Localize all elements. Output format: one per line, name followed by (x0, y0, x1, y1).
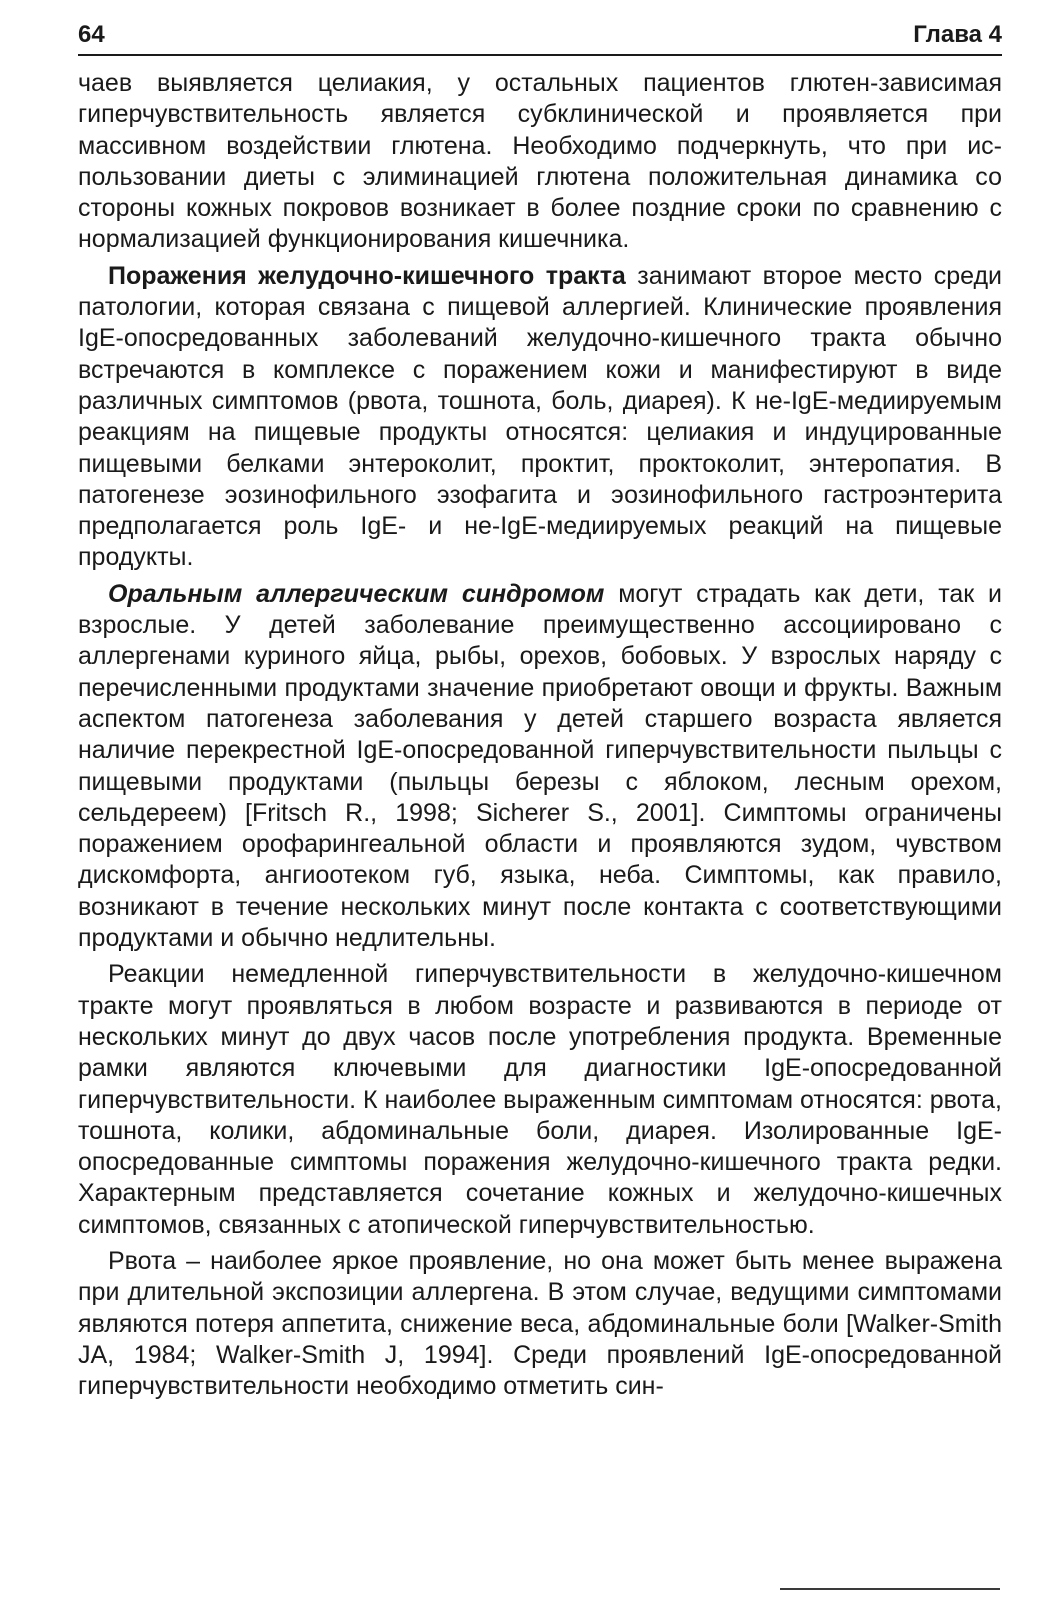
paragraph-gi-lesions (78, 261, 1002, 574)
paragraph-text: Реакции немедленной гиперчувствительности в желудочно-кишечном тракте могут проявляться в любом возрасте и развиваются в периоде от нескольких минут до двух часов после употребления продукта. Временные рамки являются ключевыми для диагностики IgE-опосредованной гиперчувствительности. К наиболее выраженным симптомам относятся: рвота, тошнота, колики, абдоминальные боли, диарея. Изолированные IgE-опосредованные симптомы поражения желудочно-кишечного тракта редки. Характерным представляется сочетание кожных и желудочно-кишечных симптомов, связанных с атопической гиперчувствительностью. (78, 960, 1002, 1239)
paragraph-text: могут страдать как дети, так и взрослые. У детей заболевание преимущественно ассоциировано с аллергенами куриного яйца, рыбы, орехов, бобовых. У взрослых наряду с перечисленными продуктами значение приобретают овощи и фрукты. Важным аспектом патогенеза заболевания у детей старшего возраста является наличие перекрестной IgE-опосредованной гиперчувствительности пыльцы с пищевыми продуктами (пыльцы березы с яблоком, лесным орехом, сельдереем) [Fritsch R., 1998; Sicherer S., 2001]. Симптомы ограничены поражением орофарингеальной области и проявляются зудом, чувством дискомфорта, ангиоотеком губ, языка, неба. Симптомы, как правило, возникают в течение нескольких минут после контакта с соответствующими продуктами и обычно недлительны. (78, 579, 1002, 953)
paragraph-lead-term: Оральным аллергическим синдромом (108, 579, 605, 608)
paragraph-vomiting (78, 1246, 1002, 1402)
paragraph-lead-term: Поражения желудочно-кишечного тракта (108, 261, 626, 290)
paragraph-immediate-reactions (78, 959, 1002, 1241)
body-text (78, 68, 1002, 1402)
chapter-title: Глава 4 (913, 21, 1002, 48)
paragraph-celiac-continuation (78, 68, 1002, 256)
paragraph-text: Рвота – наиболее яркое проявление, но она может быть менее выражена при длительной экспозиции аллергена. В этом случае, ведущими симптомами являются потеря аппетита, снижение веса, абдоминальные боли [Walker-Smith JA, 1984; Walker-Smith J, 1994]. Среди проявлений IgE-опосредованной гиперчувствительности необходимо отметить син- (78, 1246, 1002, 1401)
paragraph-oral-allergy-syndrome (78, 579, 1002, 955)
running-head (78, 18, 1002, 56)
page-number: 64 (78, 21, 105, 48)
page-bottom-rule (780, 1588, 1000, 1590)
paragraph-text: занимают второе место среди патологии, которая связана с пищевой аллергией. Клинические проявления IgE-опосредованных заболеваний желудочно-кишечного тракта обычно встречаются в комплексе с поражением кожи и манифестируют в виде различных симптомов (рвота, тошнота, боль, диарея). К не-IgE-медиируемым реакциям на пищевые продукты относятся: целиакия и индуцированные пищевыми белками энтероколит, проктит, проктоколит, энтеропатия. В патогенезе эозинофильного эзофагита и эозинофильного гастроэнтерита предполагается роль IgE- и не-IgE-медиируемых реакций на пищевые продукты. (78, 261, 1002, 572)
book-page (78, 18, 1002, 1407)
paragraph-text: чаев выявляется целиакия, у остальных пациентов глютен-зависимая гиперчувствительность является субклинической и проявляется при массивном воздействии глютена. Необходимо подчеркнуть, что при использовании диеты с элиминацией глютена положительная динамика со стороны кожных покровов возникает в более поздние сроки по сравнению с нормализацией функционирования кишечника. (78, 69, 1002, 254)
